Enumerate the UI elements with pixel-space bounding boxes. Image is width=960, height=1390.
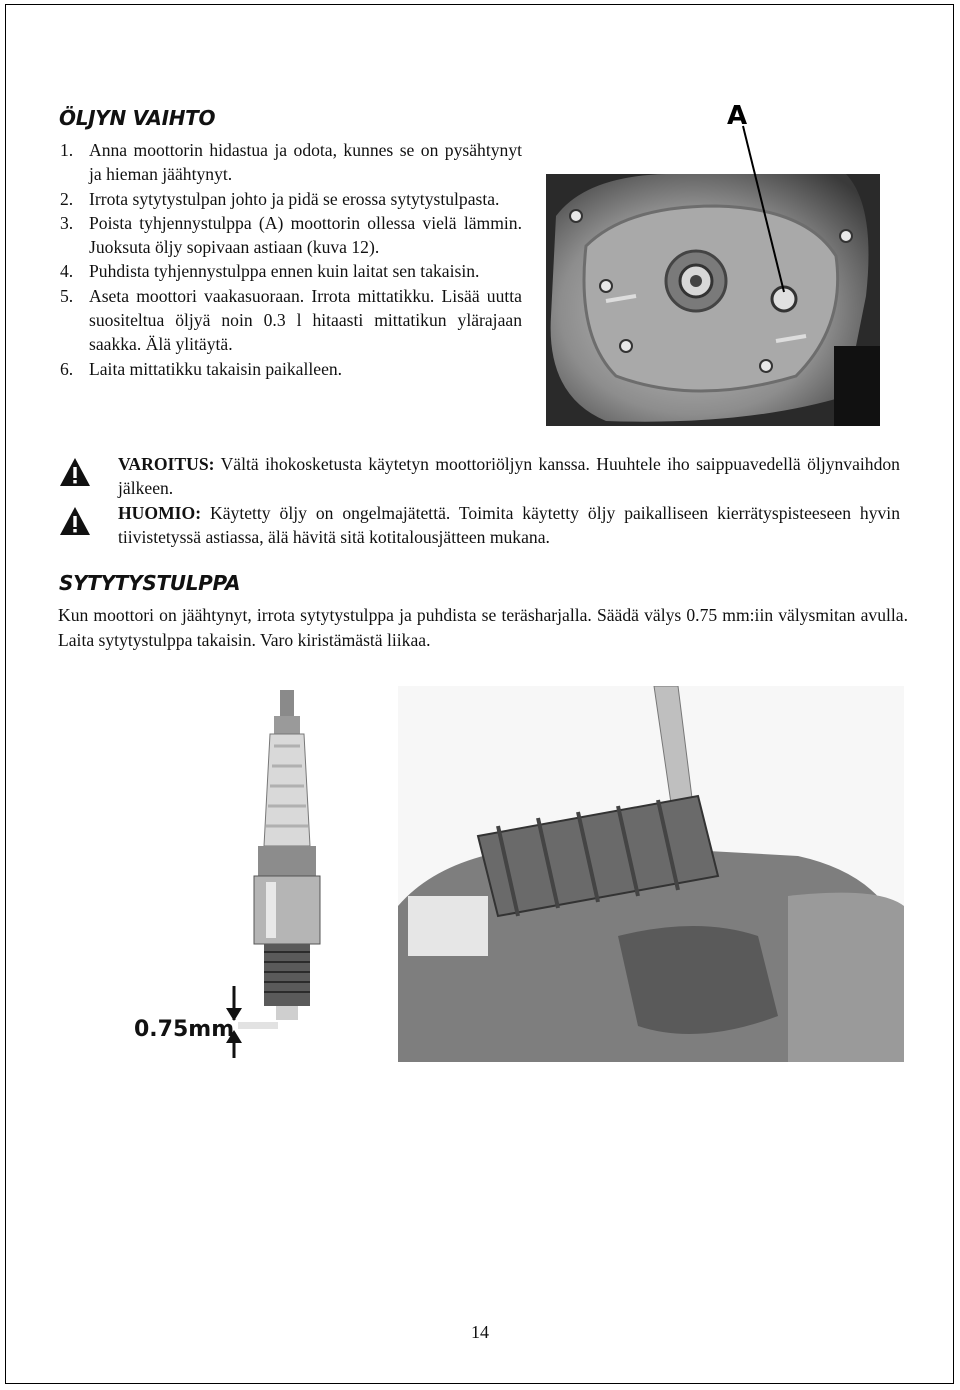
list-item: 1. Anna moottorin hidastua ja odota, kunnes se on pysähtynyt ja hieman jäähtynyt. bbox=[60, 140, 522, 185]
engine-drain-plug-image bbox=[546, 96, 880, 426]
page-number: 14 bbox=[471, 1322, 489, 1342]
warning-note bbox=[58, 452, 902, 504]
list-item: 5. Aseta moottori vaakasuoraan. Irrota mittatikku. Lisää uutta suositeltua öljyä noin 0.3 l hitaasti mittatikun ylärajaan saakka. Älä ylitäytä. bbox=[60, 285, 522, 355]
spark-plug-heading: SYTYTYSTULPPA bbox=[59, 571, 241, 595]
warning-text: VAROITUS: Vältä ihokosketusta käytetyn moottoriöljyn kanssa. Huuhtele iho saippuavedellä öljynvaihdon jälkeen. bbox=[118, 454, 900, 498]
warning-triangle-icon bbox=[58, 505, 92, 542]
oil-change-heading: ÖLJYN VAIHTO bbox=[59, 106, 216, 130]
spark-plug-paragraph: Kun moottori on jäähtynyt, irrota sytytystulppa ja puhdista se teräsharjalla. Säädä välys 0.75 mm:iin välysmitan avulla. Laita sytytystulppa takaisin. Varo kiristämästä liikaa. bbox=[58, 605, 908, 650]
list-item: 2. Irrota sytytystulpan johto ja pidä se erossa sytytystulpasta. bbox=[60, 188, 500, 209]
warning-triangle-icon bbox=[58, 456, 92, 493]
gap-measurement-label: 0.75mm bbox=[134, 1017, 235, 1042]
notice-note bbox=[58, 501, 902, 553]
oil-change-steps bbox=[60, 138, 522, 381]
list-item: 4. Puhdista tyhjennystulppa ennen kuin laitat sen takaisin. bbox=[60, 261, 480, 282]
notice-text: HUOMIO: Käytetty öljy on ongelmajätettä. Toimita käytetty öljy paikalliseen kierrätyspisteeseen hyvin tiivistetyssä astiassa, älä hävitä sitä kotitalousjätteen mukana. bbox=[118, 503, 900, 547]
list-item: 6. Laita mittatikku takaisin paikalleen. bbox=[60, 358, 343, 379]
list-item: 3. Poista tyhjennystulppa (A) moottorin ollessa vielä lämmin. Juoksuta öljy sopivaan astiaan (kuva 12). bbox=[60, 212, 522, 258]
drain-plug-label: A bbox=[727, 101, 748, 131]
spark-plug-gap-image bbox=[98, 686, 904, 1062]
